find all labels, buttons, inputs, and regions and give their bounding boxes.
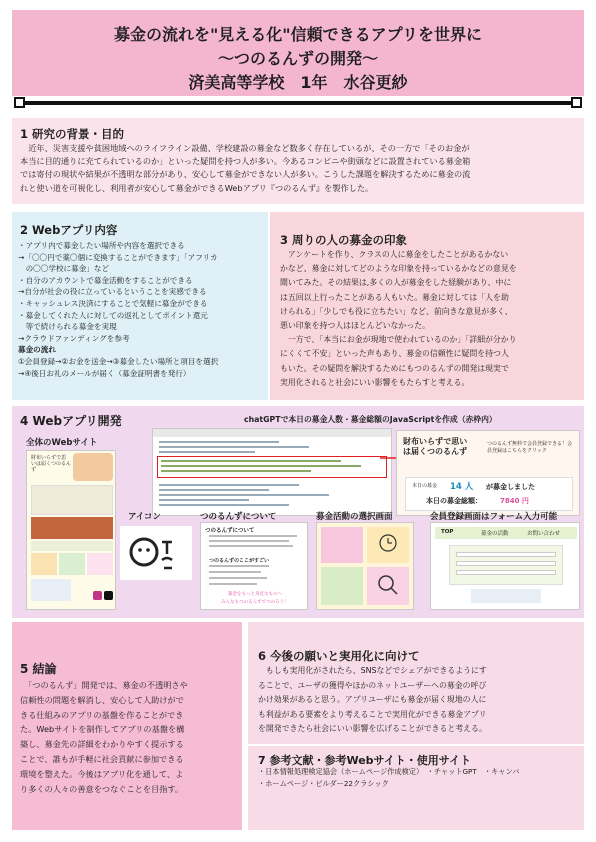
section-2-heading: 2 Webアプリ内容 — [20, 223, 118, 237]
site-map — [31, 579, 71, 601]
section-2-body — [18, 240, 266, 379]
section-web-app-development — [12, 406, 584, 618]
text-line: 本当に目的通りに充てられているのか」といった疑問を持つ人が多い。今あるコンビニや街頭などに設置されている募金箱 — [20, 156, 471, 167]
code-editor-screenshot — [152, 428, 392, 516]
section-5-heading: 5 結論 — [20, 662, 57, 676]
text-line: 一方で、「本当にお金が現地で使われているのか」「詳細が分かり — [280, 335, 517, 345]
list-item: →クラウドファンディングを参考 — [18, 333, 130, 343]
list-item: ・キャッシュレス決済にすることで気軽に募金ができる — [18, 298, 208, 308]
site-hero-text: 財布いらずで思いは届くつのるんず — [31, 455, 72, 473]
section-6-heading: 6 今後の願いと実用化に向けて — [258, 649, 420, 663]
divider-cap-right — [571, 97, 582, 108]
about-title: つのるんずについて — [205, 528, 255, 534]
site-nav-bar — [31, 541, 113, 551]
list-item: ・募金してくれた人に対しての返礼としてポイント還元 — [18, 310, 208, 320]
text-stub — [209, 565, 269, 567]
text-stub — [209, 540, 289, 542]
divider-cap-left — [14, 97, 25, 108]
form-field[interactable] — [456, 570, 556, 575]
option-card[interactable] — [321, 567, 363, 605]
form-field[interactable] — [456, 552, 556, 557]
list-item: →「〇〇円で薬〇個に変換することができます」「アフリカ — [18, 252, 218, 262]
text-line: ることで、ユーザの獲得やほかのネットユーザーへの募金の呼び — [258, 680, 487, 690]
text-line: かけ効果があると思う。アプリユーザにも募金が届く現地の人に — [258, 695, 487, 705]
section-web-app-content — [12, 212, 268, 400]
registration-form — [449, 545, 563, 585]
text-line: きる仕組みのアプリの基盤を作ることができ — [20, 709, 184, 720]
form-map — [471, 589, 541, 603]
section-1-heading: 1 研究の背景・目的 — [20, 127, 125, 141]
text-line: アンケートを作り、クラスの人に募金をしたことがあるかない — [280, 250, 509, 259]
site-counter-panel — [31, 485, 113, 515]
text-line: 環境を整えた。今後はアプリ化を通して、よ — [20, 768, 184, 779]
site-photo-banner — [31, 517, 113, 539]
text-line: も利益がある要素をより考えることで実用化ができる募金アプリ — [258, 709, 487, 719]
today-donor-count: 14 人 — [450, 482, 474, 492]
form-nav — [435, 527, 577, 539]
clock-icon — [367, 527, 409, 563]
about-label: つのるんずについて — [200, 512, 277, 522]
text-line: もしも実用化がされたら、SNSなどでシェアができるようにす — [258, 666, 487, 675]
donation-counter — [405, 477, 573, 511]
hero-register-note: つのるんず無料で会員登録できる！会員登録はこちらをクリック — [487, 441, 573, 454]
hero-illustration — [73, 453, 113, 481]
section-3-heading: 3 周りの人の募金の印象 — [280, 233, 408, 247]
section-references — [248, 746, 584, 830]
code-line — [159, 494, 329, 496]
about-pink-line-2: みんなもつのるんずでつのろう！ — [221, 600, 289, 605]
code-line — [159, 441, 279, 443]
icon-label: アイコン — [128, 512, 161, 522]
today-total-amount: 7840 円 — [500, 497, 529, 505]
section-4-heading: 4 Webアプリ開発 — [20, 414, 122, 428]
section-5-body — [20, 678, 240, 796]
flow-step: →④後日お礼のメールが届く（募金証明書を発行） — [18, 368, 191, 378]
form-screen-label: 会員登録画面はフォーム入力可能 — [430, 512, 558, 522]
text-line: かなど、募金に対してどのような印象を持っているかなどの意見を — [280, 264, 517, 274]
points-list — [209, 565, 279, 589]
text-line: り多くの人々の善意をつなぐことを目指す。 — [20, 783, 184, 794]
site-card — [87, 553, 113, 575]
hero-tagline: 財布いらずで思いは届くつのるんず — [403, 437, 468, 456]
code-line — [161, 460, 341, 462]
flow-title: 募金の流れ — [18, 345, 56, 355]
list-item: の〇〇学校に募金」など — [18, 264, 110, 274]
section-7-heading: 7 参考文献・参考Webサイト・使用サイト — [258, 754, 472, 767]
flow-step: ①会員登録→②お金を送金→③募金したい場所と項目を選択 — [18, 356, 219, 366]
text-line: を開発できたら社会にいい影響を広げることができると考える。 — [258, 724, 487, 734]
form-screen-screenshot — [430, 522, 580, 610]
poster-title: 募金の流れを"見える化"信頼できるアプリを世界に — [113, 25, 483, 44]
text-line: 聞いてみた。その結果は,多くの人が募金をした経験があり、中に — [280, 278, 512, 288]
code-line — [159, 451, 255, 453]
section-conclusion — [12, 622, 242, 830]
text-stub — [209, 571, 261, 573]
about-screenshot — [200, 522, 308, 610]
reference-line: ・日本情報処理検定協会（ホームページ作成検定） ・チャットGPT ・キャンバ — [258, 767, 520, 776]
code-line — [159, 446, 309, 448]
whole-site-label: 全体のWebサイト — [26, 438, 98, 448]
tab-activity[interactable]: 募金の活動 — [481, 531, 509, 537]
text-line: では寄付の現状や結果が不透明な部分があり、安心して募金ができない人が多い。こうした課題を解決するために募金の流 — [20, 169, 471, 180]
editor-toolbar — [153, 429, 391, 437]
list-item: 等で続けられる募金を実現 — [18, 322, 117, 332]
count-prefix: 本日の募金 — [412, 483, 438, 489]
list-item: ・自分のアカウントで募金活動をすることができる — [18, 275, 193, 285]
code-line — [159, 489, 269, 491]
code-caption: chatGPTで本日の募金人数・募金総額のJavaScriptを作成（赤枠内） — [244, 415, 497, 424]
about-points-title: つのるんずのここがすごい — [209, 558, 270, 564]
text-line: 近年、災害支援や貧困地域へのライフライン設備、学校建設の募金など数多く存在しているが、その一方で「そのお金が — [20, 143, 470, 153]
list-item: →自分が社会の役に立っているということを実感できる — [18, 287, 207, 297]
text-line: 築し、募金先の詳細をわかりやすく提示する — [20, 739, 184, 750]
site-card — [59, 553, 85, 575]
x-icon[interactable] — [104, 591, 113, 600]
text-line: もいた。その疑問を解決するためにもつのるんずの開発は現実で — [280, 363, 509, 373]
text-stub — [209, 577, 267, 579]
count-suffix: が募金しました — [486, 483, 535, 491]
text-line: た。Webサイトを制作してアプリの基盤を構 — [20, 724, 185, 735]
section-7-body — [258, 766, 580, 790]
tab-contact[interactable]: お問い合わせ — [527, 531, 561, 537]
tsunorunzu-logo-icon — [120, 526, 192, 580]
tab-top[interactable]: TOP — [441, 529, 454, 535]
text-line: 「つのるんず」開発では、募金の不透明さや — [20, 680, 188, 690]
counter-screenshot — [396, 430, 580, 516]
total-label: 本日の募金総額： — [426, 497, 482, 505]
text-line: 信頼性の問題を解消し、安心して人助けがで — [20, 694, 184, 705]
reference-line: ・ホームページ・ビルダー22クラシック — [258, 779, 389, 788]
text-line: けられる」「少しでも役に立ちたい」など、前向きな意見が多く、 — [280, 306, 513, 316]
option-card[interactable] — [321, 527, 363, 563]
select-screen-screenshot — [316, 522, 414, 610]
whole-site-screenshot — [26, 450, 116, 610]
text-line: 悪い印象を持つ人はほとんどいなかった。 — [280, 321, 430, 331]
about-text-block — [209, 535, 301, 551]
section-background — [12, 118, 584, 204]
code-line — [159, 504, 289, 506]
code-line — [159, 484, 299, 486]
section-impressions — [270, 212, 584, 400]
code-line — [161, 470, 311, 472]
select-screen-label: 募金活動の選択画面 — [316, 512, 393, 522]
poster-subtitle: 〜つのるんずの開発〜 — [217, 49, 378, 68]
text-stub — [209, 583, 257, 585]
text-line: ことで、誰もが手軽に社会貢献に参加できる — [20, 753, 184, 764]
text-line: にくくて不安」といった声もあり、募金の信頼性に疑問を持つ人 — [280, 349, 509, 359]
code-line — [159, 499, 249, 501]
title-divider — [20, 101, 576, 105]
text-line: は五回以上行ったことがある人もいた。募金に対しては「人を助 — [280, 292, 509, 302]
poster-title-box — [12, 10, 584, 96]
text-stub — [209, 535, 297, 537]
poster-author: 済美高等学校 1年 水谷更紗 — [188, 73, 408, 92]
option-card[interactable] — [367, 527, 409, 563]
search-icon — [367, 567, 409, 605]
text-line: れと使い道を可視化し、利用者が安心して募金ができるWebアプリ『つのるんず』を製作した。 — [20, 182, 374, 193]
text-stub — [209, 545, 293, 547]
list-item: ・アプリ内で募金したい場所や内容を選択できる — [18, 241, 185, 250]
section-6-body — [258, 664, 580, 737]
text-line: 実用化されると社会にいい影響をもたらすと考える。 — [280, 377, 470, 387]
code-line — [161, 465, 361, 467]
about-pink-line: 募金をもっと身近なものへ — [228, 592, 282, 597]
instagram-icon[interactable] — [93, 591, 102, 600]
option-card[interactable] — [367, 567, 409, 605]
form-field[interactable] — [456, 561, 556, 566]
section-3-body — [280, 248, 580, 390]
section-future — [248, 622, 584, 744]
section-1-body — [20, 142, 580, 195]
site-card — [31, 553, 57, 575]
